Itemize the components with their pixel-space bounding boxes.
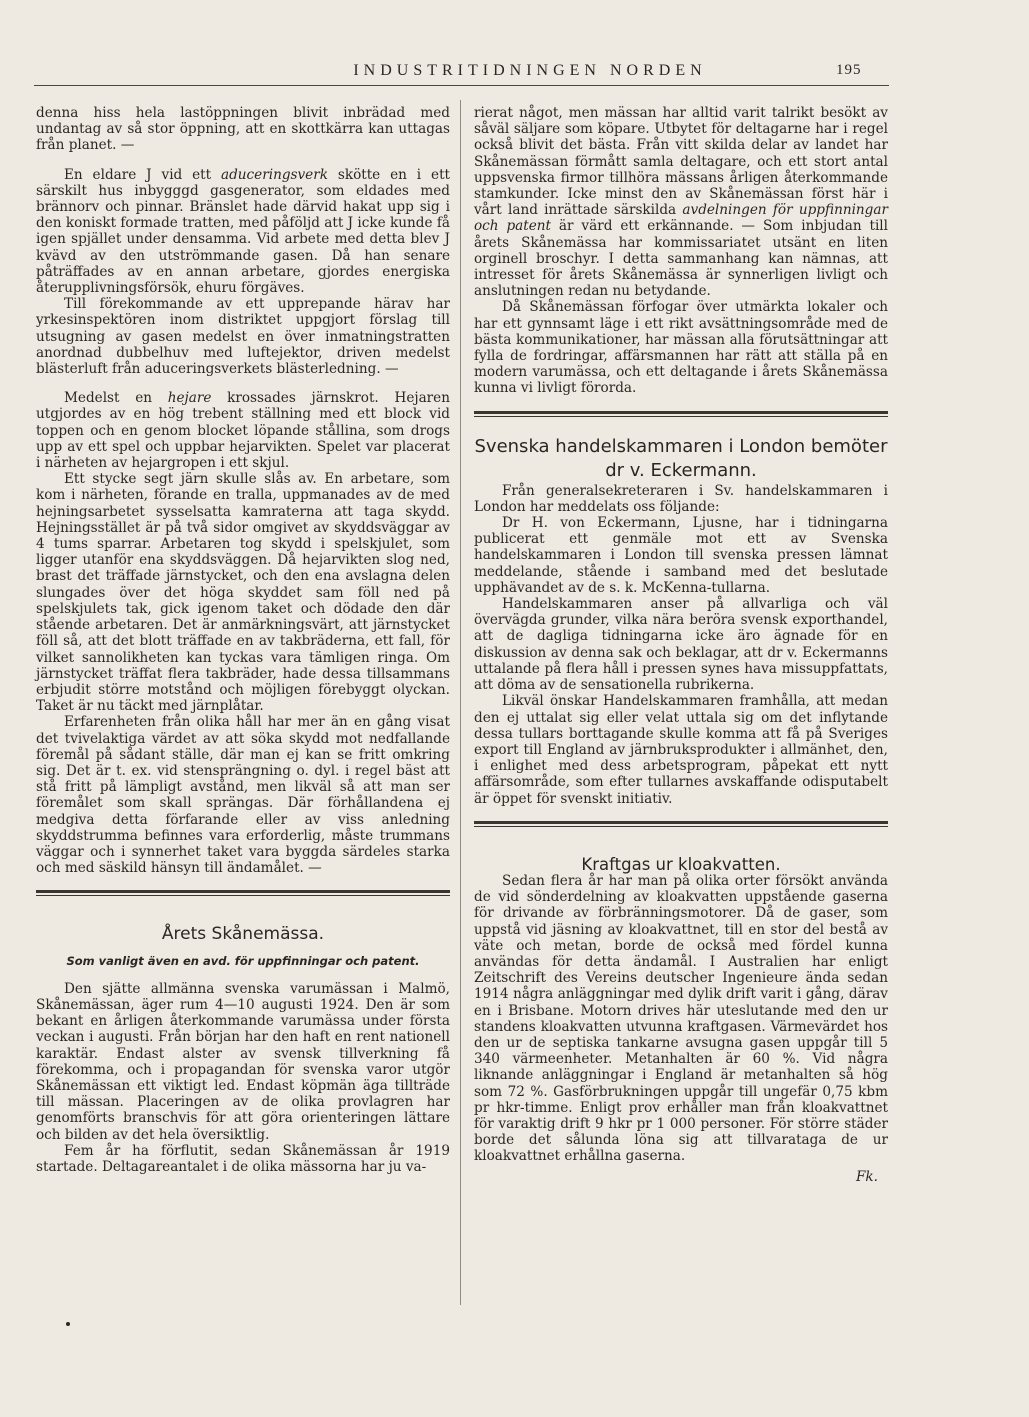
italic-term: hejare (167, 390, 212, 407)
title-line: dr v. Eckermann. (605, 459, 757, 481)
right-paragraph-2: Då Skånemässan förfogar över utmärkta lokaler och har ett gynnsamt läge i ett rikt avsättningsområde med de bästa kommunikationer, har mässan alla förutsättningar att fylla de fordringar, affärsmannen har rätt att ställa på en modern varumässa, och ett deltagande i årets Skånemässa kunna vi livligt förorda. (474, 299, 888, 397)
title-line: Svenska handelskammaren i London bemöter (474, 435, 888, 457)
section-divider (36, 890, 450, 896)
page-number: 195 (836, 62, 862, 78)
right-column (474, 105, 888, 1185)
handelskammaren-paragraph-1: Från generalsekreteraren i Sv. handelskammaren i London har meddelats oss följande: (474, 482, 888, 515)
section-title-handelskammaren (474, 435, 888, 483)
section-subtitle-skanemassa: Som vanligt även en avd. för uppfinningar och patent. (66, 953, 420, 968)
author-signature: Fk. (856, 1168, 878, 1185)
text-segment: Medelst en (64, 390, 168, 407)
section-divider (474, 411, 888, 417)
column-divider (460, 100, 461, 1305)
left-column (36, 105, 450, 1175)
text-segment: skötte en i ett särskilt hus inbygggd gasgenerator, som eldades med brännorv och pinnar. Bränslet hade därvid hakat upp sig i den koniskt formade tratten, med påföljd att J icke kunde få igen spjället under densamma. Vid arbete med detta blev J kvävd av den utströmmande gasen. Då han senare påträffades av en annan arbetare, gjordes energiska återupplivningsförsök, ehuru förgäves. (36, 166, 450, 297)
header-rule (34, 85, 889, 86)
margin-mark (66, 1322, 70, 1326)
handelskammaren-paragraph-2: Dr H. von Eckermann, Ljusne, har i tidningarna publicerat ett genmäle mot ett av Svenska handelskammaren i London till svenska pressen lämnat meddelande, stående i samband med det beslutade upphävandet av de s. k. McKenna-tullarna. (474, 515, 888, 596)
italic-term: aduceringsverk (221, 166, 328, 183)
left-paragraph-1: denna hiss hela lastöppningen blivit inbrädad med undantag av så stor öppning, att en skottkärra kan uttagas från planet. — (36, 105, 450, 154)
skanemassa-paragraph-2: Fem år ha förflutit, sedan Skånemässan år 1919 startade. Deltagareantalet i de olika mässorna har ju va- (36, 1142, 450, 1175)
left-paragraph-3: Till förekommande av ett upprepande härav har yrkesinspektören inom distriktet uppgjort förslag till utsugning av gasen medelst en över inmatningstratten anordnad dubbelhuv med luftejektor, driven medelst blästerluft från aduceringsverkets blästerledning. — (36, 296, 450, 378)
skanemassa-paragraph-1: Den sjätte allmänna svenska varumässan i Malmö, Skånemässan, äger rum 4—10 augusti 1924. Den är som bekant en årligen återkommande varumässa under första veckan i augusti. Från början har den haft en rent nationell karaktär. Endast alster av svensk tillverkning få förekomma, och i propagandan för svenska varor utgör Skånemässan ett viktigt led. Endast köpmän äga tillträde till mässan. Placeringen av de olika provlagren har genomförts branschvis för att göra orienteringen lättare och bilden av det hela översiktlig. (36, 980, 450, 1143)
section-title-skanemassa: Årets Skånemässa. (161, 924, 325, 945)
left-paragraph-aduceringsverk (36, 167, 450, 297)
right-paragraph-1 (474, 105, 888, 299)
handelskammaren-paragraph-4: Likväl önskar Handelskammaren framhålla, att medan den ej uttalat sig eller velat uttala sig om det inflytande dessa tullars borttagande skulle komma att få på Sveriges export till England av järnbruksprodukter i allmänhet, den, i enlighet med dess arbetsprogram, påpekat ett nytt affärsområde, som efter tullarnes avskaffande odisputabelt är öppet för svenskt initiativ. (474, 693, 888, 807)
text-segment: En eldare J vid ett (64, 166, 221, 183)
kraftgas-paragraph-1: Sedan flera år har man på olika orter försökt använda de vid sönderdelning av kloakvatten uppstående gaserna för drivande av förbränningsmotorer. Då de gaser, som uppstå vid jäsning av kloakvattnet, till en stor del bestå av väte och metan, borde de också med fördel kunna användas för detta ändamål. I Australien har enligt Zeitschrift des Vereins deutscher Ingenieure ända sedan 1914 några anläggningar med dylik drift varit i gång, därav en i Brisbane. Motorn drives här uteslutande med den ur standens kloakvatten utvunna kraftgasen. Värmevärdet hos den ur de septiska tankarne avsugna gasen uppgår till 5 340 värmeenheter. Metanhalten är 60 %. Vid några liknande anläggningar i England är metanhalten så hög som 72 %. Gasförbrukningen uppgår till ungefär 0,75 kbm pr hkr-timme. Enligt prov erhåller man från kloakvattnet för varaktig drift 9 hkr pr 1 000 personer. För större städer borde det sålunda löna sig att tillvaratagа de ur kloakvattnet erhållna gaserna. (474, 872, 888, 1165)
section-divider (474, 821, 888, 827)
section-title-kraftgas: Kraftgas ur kloakvatten. (581, 854, 781, 874)
handelskammaren-paragraph-3: Handelskammaren anser på allvarliga och väl övervägda grunder, vilka nära beröra svensk exporthandel, att de dagliga tidningarna icke äro ägnade för en diskussion av denna sak och beklagar, att dr v. Eckermanns uttalande på flera håll i pressen synes hava missuppfattats, att döma av de sensationella rubrikerna. (474, 596, 888, 694)
left-paragraph-hejare (36, 390, 450, 471)
text-segment: rierat något, men mässan har alltid varit talrikt besökt av såväl säljare som köpare. Utbytet för deltagarne har i regel också blivit det bästa. Från vitt skilda delar av landet har Skånemässan förmått samla deltagare, och ett stort antal uppsvenska firmor tillhöra mässans årligen återkommande stamkunder. Icke minst den av Skånemässan först här i vårt land inrättade särskilda (474, 105, 888, 219)
left-paragraph-5: Ett stycke segt järn skulle slås av. En arbetare, som kom i närheten, förande en tralla, uppmanades av de med hejningsarbetet sysselsatta kamraterna att taga skydd. Hejningsstället är på två sidor omgivet av skyddsväggar av 4 tums sparrar. Arbetaren tog skydd i spelskjulet, som ligger utanför ena skyddsväggen. Då hejarvikten slog ned, brast det träffade järnstycket, och den ena avslagna delen slungades över det höga skyddet sam föll ned på spelskjulets tak, gick igenom taket och dödade den där stående arbetaren. Det är anmärkningsvärt, att järnstycket föll så, att det blott träffade en av takbräderna, ett fall, för vilket sannolikheten kan tyckas vara tämligen ringa. Om järnstycket träffat flera takbräder, hade dessa tillsammans erbjudit större motstånd och möjligen förebyggt olyckan. Taket är nu täckt med järnplåtar. (36, 471, 450, 715)
running-title: INDUSTRITIDNINGEN NORDEN (353, 62, 707, 79)
text-segment: krossades järnskrot. Hejaren utgjordes av en hög trebent ställning med ett block vid toppen och en genom blocket löpande stållina, som drogs upp av ett spel och uppbar hejarvikten. Spelet var placerat i närheten av hejargropen i ett skjul. (36, 390, 450, 472)
text-segment: är värd ett erkännande. — Som inbjudan till årets Skånemässa har kommissariatet utsänt en liten orginell broschyr. I detta sammanhang kan nämnas, att intresset för årets Skånemässa är synnerligen livligt och anslutningen redan nu betydande. (474, 218, 888, 300)
left-paragraph-6: Erfarenheten från olika håll har mer än en gång visat det tvivelaktiga värdet av att söka skydd mot nedfallande föremål på sådant ställe, där man ej kan se fritt omkring sig. Det är t. ex. vid stensprängning o. dyl. i regel bäst att stå fritt på lämpligt avstånd, men likväl så att man ser föremålet som skall sprängas. Där förhållandena ej medgiva detta förfarande eller av viss anledning skyddstrumma befinnes vara erforderlig, måste trummans väggar och i synnerhet taket vara byggda särdeles starka och med säskild hänsyn till ändamålet. — (36, 714, 450, 877)
italic-term: avdelningen för uppfinningar och patent (474, 202, 888, 235)
